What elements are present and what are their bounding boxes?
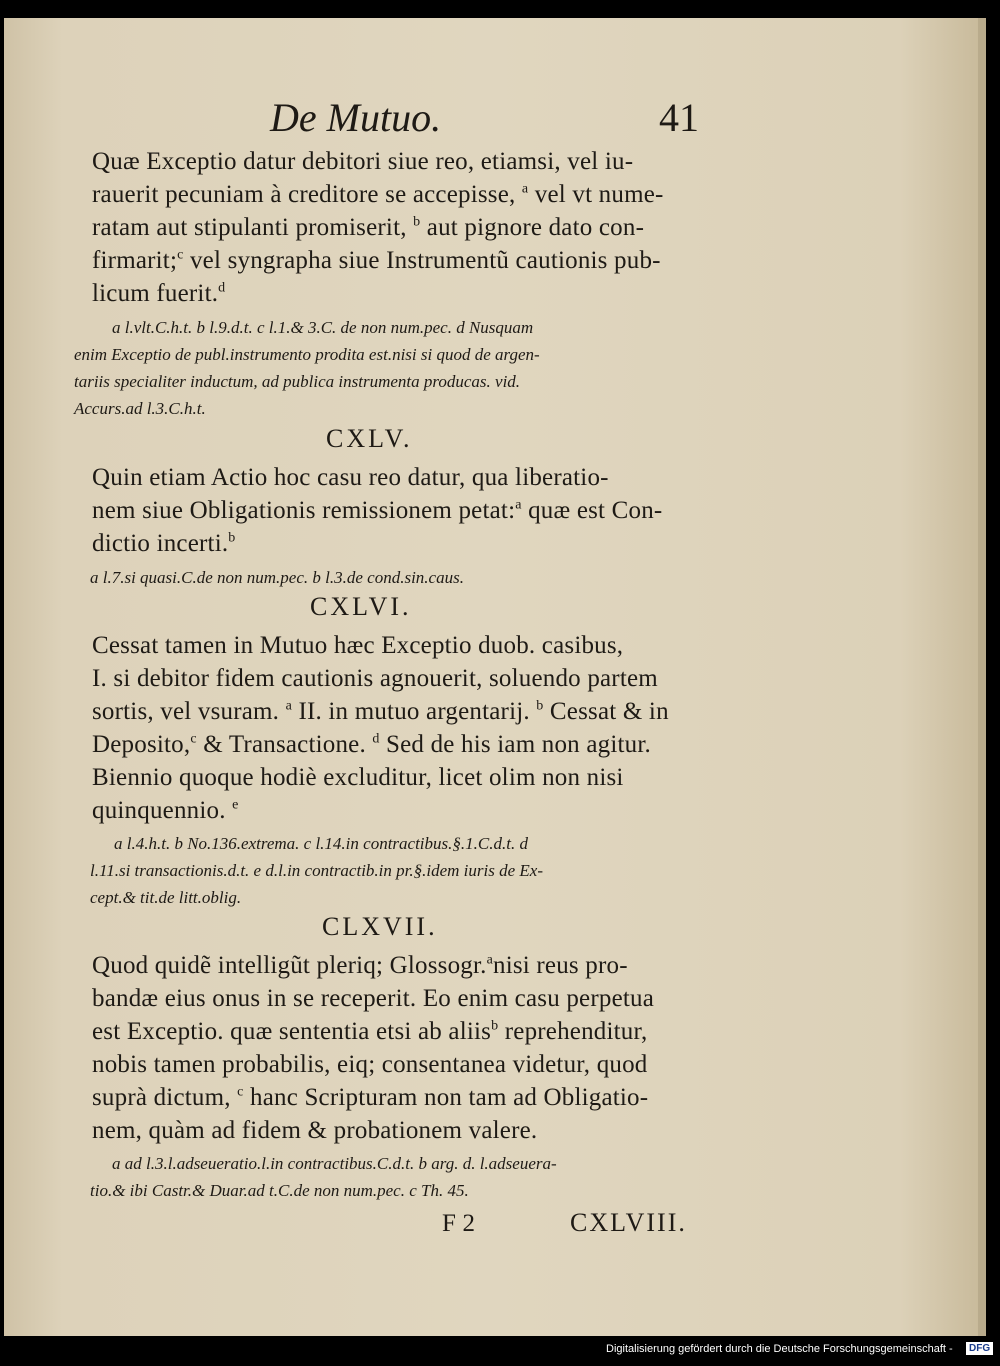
footnote-mark: a (521, 181, 529, 197)
section-number: CXLVI. (310, 592, 412, 621)
text-line: rauerit pecuniam à creditore se accepisse, $^a$ vel vt nume- (92, 181, 664, 208)
footnote-mark: b (491, 1018, 499, 1034)
text-line: Biennio quoque hodiè excluditur, licet olim non nisi (92, 764, 624, 791)
book-page (4, 18, 986, 1336)
text-line: Cessat tamen in Mutuo hæc Exceptio duob. casibus, (92, 632, 624, 659)
running-head: De Mutuo. (270, 95, 442, 140)
text-line: bandæ eius onus in se receperit. Eo enim casu perpetua (92, 985, 655, 1012)
text-line: firmarit;$^c$ vel syngrapha siue Instrumentũ cautionis pub- (92, 247, 661, 274)
footnote-line: tariis specialiter inductum, ad publica instrumenta producas. vid. (74, 372, 521, 391)
footnote-mark: d (372, 731, 380, 747)
footnote-line: cept.& tit.de litt.oblig. (90, 888, 242, 907)
dfg-logo: DFG (966, 1342, 993, 1355)
catchword: CXLVIII. (570, 1208, 687, 1237)
footnote-mark: b (228, 530, 236, 546)
footnote-mark: c (177, 247, 184, 263)
text-line: Quod quidẽ intelligũt pleriq; Glossogr.$^a$nisi reus pro- (92, 952, 628, 979)
text-line: nem siue Obligationis remissionem petat:$^a$ quæ est Con- (92, 497, 663, 524)
page-number: 41 (659, 95, 699, 140)
footnote-line: a l.4.h.t. b No.136.extrema. c l.14.in contractibus.§.1.C.d.t. d (114, 834, 528, 853)
footnote-mark: b (536, 698, 544, 714)
footnote-mark: a (486, 952, 494, 968)
text-line: I. si debitor fidem cautionis agnouerit, soluendo partem (92, 665, 658, 692)
text-line: quinquennio. $^e$ (92, 797, 239, 824)
text-line: dictio incerti.$^b$ (92, 530, 236, 557)
footnote-mark: e (232, 797, 239, 813)
text-line: sortis, vel vsuram. $^a$ II. in mutuo argentarij. $^b$ Cessat & in (92, 698, 669, 725)
text-line: Deposito,$^c$ & Transactione. $^d$ Sed de his iam non agitur. (92, 731, 651, 758)
footnote-mark: d (218, 280, 226, 296)
section-number: CXLV. (326, 424, 413, 453)
section-number: CLXVII. (322, 912, 438, 941)
text-line: suprà dictum, $^c$ hanc Scripturam non tam ad Obligatio- (92, 1084, 649, 1111)
footnote-line: a ad l.3.l.adseueratio.l.in contractibus.C.d.t. b arg. d. l.adseuera- (112, 1154, 557, 1173)
footnote-mark: a (285, 698, 292, 714)
footnote-mark: c (190, 731, 197, 747)
text-line: est Exceptio. quæ sententia etsi ab aliis$^b$ reprehenditur, (92, 1018, 648, 1045)
signature-mark: F 2 (442, 1210, 476, 1237)
digitization-credit: Digitalisierung gefördert durch die Deutsche Forschungsgemeinschaft - (606, 1343, 953, 1355)
text-line: nobis tamen probabilis, eiq; consentanea videtur, quod (92, 1051, 648, 1078)
footnote-line: Accurs.ad l.3.C.h.t. (74, 399, 206, 418)
footnote-line: a l.vlt.C.h.t. b l.9.d.t. c l.1.& 3.C. de non num.pec. d Nusquam (112, 318, 534, 337)
text-line: ratam aut stipulanti promiserit, $^b$ aut pignore dato con- (92, 214, 645, 241)
footnote-line: l.11.si transactionis.d.t. e d.l.in contractib.in pr.§.idem iuris de Ex- (90, 861, 543, 880)
footnote-line: tio.& ibi Castr.& Duar.ad t.C.de non num.pec. c Th. 45. (90, 1181, 469, 1200)
text-line: licum fuerit.$^d$ (92, 280, 226, 307)
footnote-line: enim Exceptio de publ.instrumento prodita est.nisi si quod de argen- (74, 345, 540, 364)
text-line: nem, quàm ad fidem & probationem valere. (92, 1117, 538, 1144)
footnote-mark: b (413, 214, 421, 230)
footnote-line: a l.7.si quasi.C.de non num.pec. b l.3.de cond.sin.caus. (90, 568, 464, 587)
footnote-mark: a (515, 497, 522, 513)
footnote-mark: c (237, 1084, 244, 1100)
text-line: Quæ Exceptio datur debitori siue reo, etiamsi, vel iu- (92, 148, 634, 175)
text-line: Quin etiam Actio hoc casu reo datur, qua liberatio- (92, 464, 609, 491)
